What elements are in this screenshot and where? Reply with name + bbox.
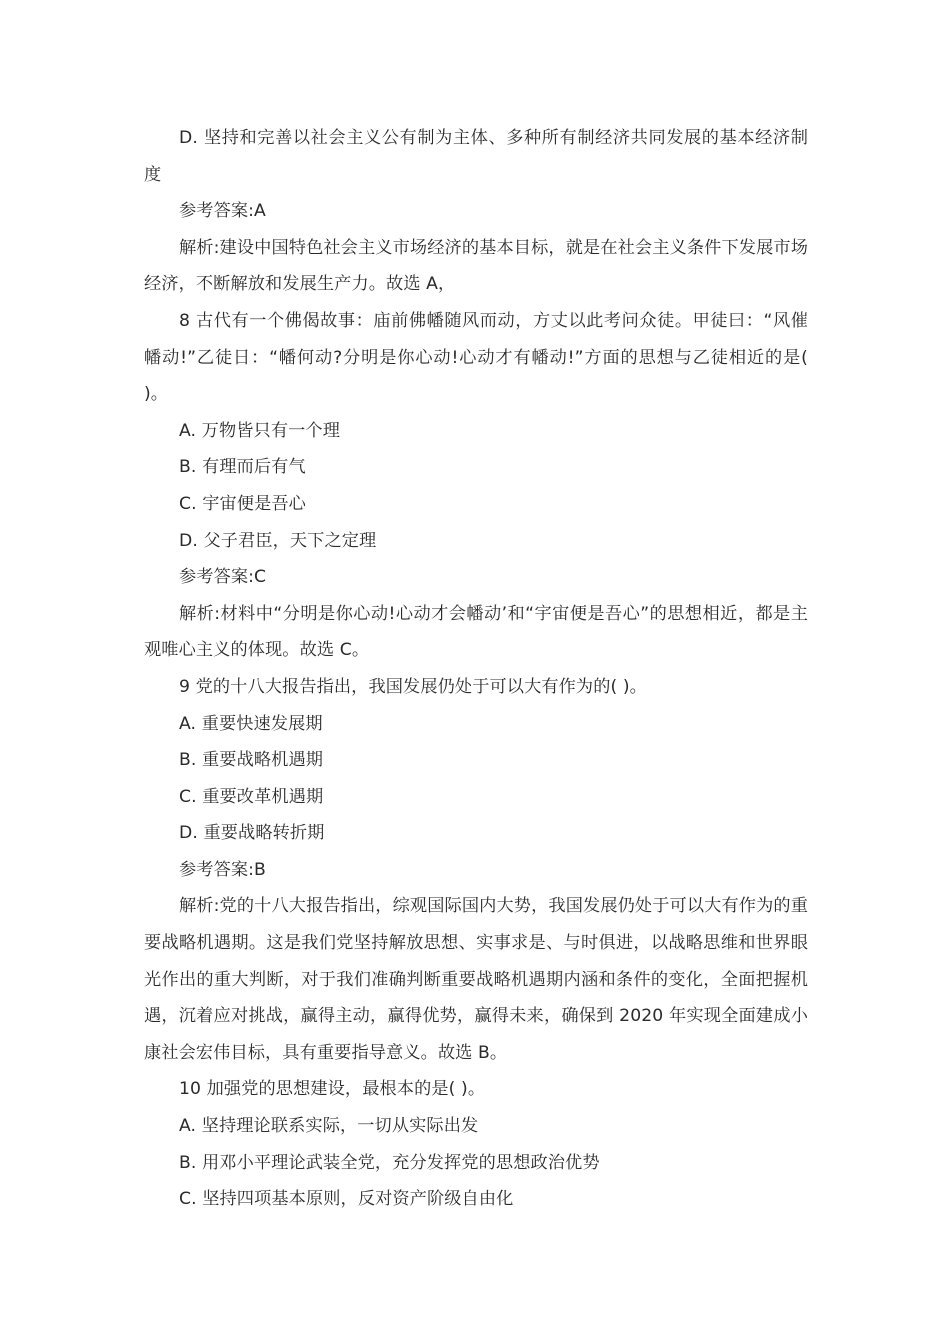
option-c-q10: C. 坚持四项基本原则，反对资产阶级自由化 [179,1189,514,1210]
option-b-q9: B. 重要战略机遇期 [179,750,324,771]
option-c-q8: C. 宇宙便是吾心 [179,493,306,514]
answer-q8: 参考答案:C [179,567,267,588]
option-d-q8: D. 父子君臣，天下之定理 [179,530,377,551]
option-b-q10: B. 用邓小平理论武装全党，充分发挥党的思想政治优势 [179,1152,600,1173]
question-10: 10 加强党的思想建设，最根本的是( )。 [179,1079,486,1100]
option-d-q9: D. 重要战略转折期 [179,823,325,844]
document-body [144,120,808,1218]
option-a-q10: A. 坚持理论联系实际，一切从实际出发 [179,1116,479,1137]
option-a-q9: A. 重要快速发展期 [179,713,323,734]
explanation-q7: 解析:建设中国特色社会主义市场经济的基本目标，就是在社会主义条件下发展市场经济，不断解放和发展生产力。故选 A， [144,237,808,295]
explanation-q8: 解析:材料中“分明是你心动!心动才会幡动’和“宇宙便是吾心”的思想相近，都是主观唯心主义的体现。故选 C。 [144,603,808,661]
option-d-q7: D. 坚持和完善以社会主义公有制为主体、多种所有制经济共同发展的基本经济制度 [144,128,808,185]
answer-q9: 参考答案:B [179,859,266,880]
option-a-q8: A. 万物皆只有一个理 [179,420,340,441]
option-b-q8: B. 有理而后有气 [179,457,306,478]
question-9: 9 党的十八大报告指出，我国发展仍处于可以大有作为的( )。 [179,676,647,697]
option-c-q9: C. 重要改革机遇期 [179,786,324,807]
question-8: 8 古代有一个佛偈故事：庙前佛幡随风而动，方丈以此考问众徒。甲徒曰：“风催幡动!”乙徒日：“幡何动?分明是你心动!心动才有幡动!”方面的思想与乙徒相近的是( )。 [144,310,808,405]
explanation-q9: 解析:党的十八大报告指出，综观国际国内大势，我国发展仍处于可以大有作为的重要战略机遇期。这是我们党坚持解放思想、实事求是、与时俱进，以战略思维和世界眼光作出的重大判断，对于我们准确判断重要战略机遇期内涵和条件的变化，全面把握机遇，沉着应对挑战，赢得主动，赢得优势，赢得未来，确保到 2020 年实现全面建成小康社会宏伟目标，具有重要指导意义。故选 B。 [144,896,808,1063]
answer-q7: 参考答案:A [179,201,266,222]
